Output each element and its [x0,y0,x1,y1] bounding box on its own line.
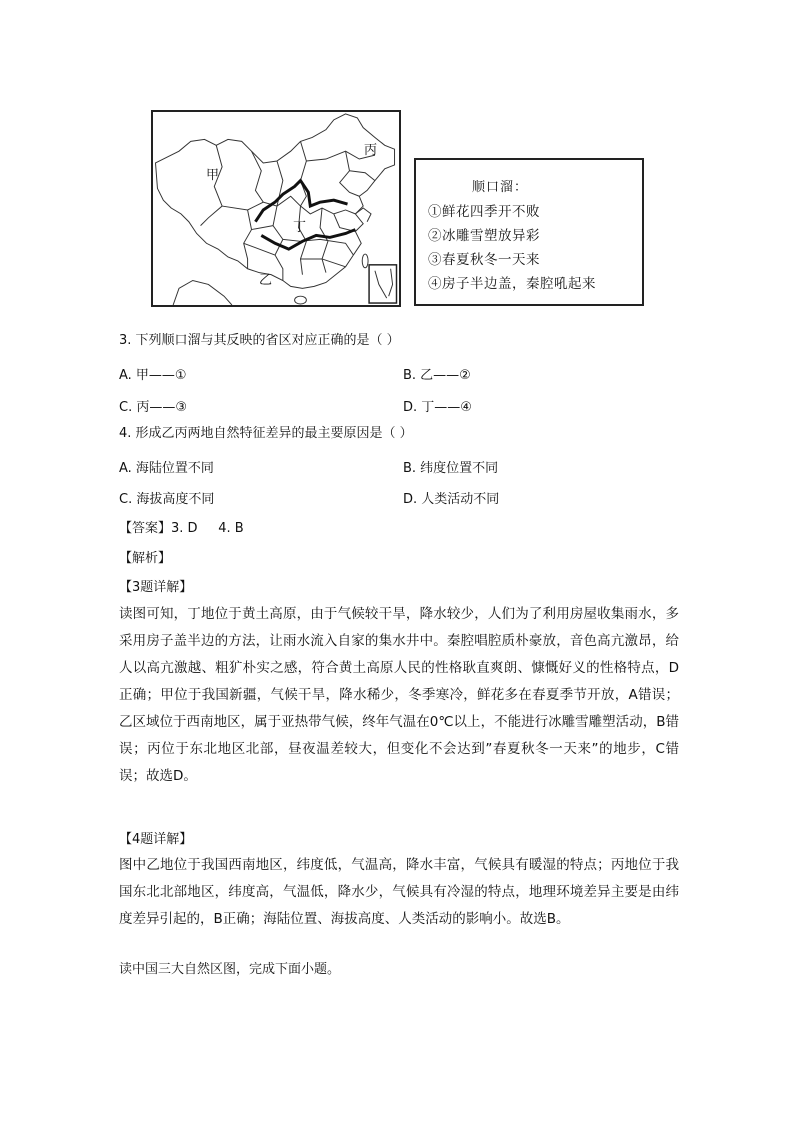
question-3-option-b: B. 乙——② [403,368,471,383]
taiwan-island [362,254,368,268]
detail-4-heading: 【4题详解】 [119,832,193,847]
rhyme-line-2: ②冰雕雪塑放异彩 [428,228,540,244]
rhyme-line-4: ④房子半边盖，秦腔吼起来 [428,276,596,292]
question-4-option-c: C. 海拔高度不同 [119,492,215,507]
rhyme-line-1: ①鲜花四季开不败 [428,204,540,220]
rhyme-box [414,158,644,306]
map-label-bing: 丙 [364,143,378,158]
hainan-island [295,296,307,304]
detail-4-paragraph [119,852,679,933]
question-4-option-b: B. 纬度位置不同 [403,461,499,476]
detail-4-text: 图中乙地位于我国西南地区，纬度低，气温高，降水丰富，气候具有暖湿的特点；丙地位于我国东北北部地区，纬度高，气温低，降水少，气候具有冷湿的特点，地理环境差异主要是由纬度差异引起的，B正确；海陆位置、海拔高度、人类活动的影响小。故选B。 [119,857,679,927]
map-label-yi: 乙 [259,273,273,288]
analysis-heading: 【解析】 [119,551,172,566]
china-map-figure [151,110,401,307]
question-3-option-a: A. 甲——① [119,368,187,383]
rhyme-title: 顺口溜： [472,180,529,195]
map-label-ding: 丁 [293,220,307,235]
china-province-outline-map [153,112,399,305]
detail-3-text: 读图可知，丁地位于黄土高原，由于气候较干旱，降水较少，人们为了利用房屋收集雨水，多采用房子盖半边的方法，让雨水流入自家的集水井中。秦腔唱腔质朴豪放，音色高亢激昂，给人以高亢激越、粗犷朴实之感，符合黄土高原人民的性格耿直爽朗、慷慨好义的性格特点，D正确；甲位于我国新疆，气候干旱，降水稀少，冬季寒冷，鲜花多在春夏季节开放，A错误；乙区域位于西南地区，属于亚热带气候，终年气温在0℃以上，不能进行冰雕雪雕塑活动，B错误；丙位于东北地区北部，昼夜温差较大，但变化不会达到”春夏秋冬一天来”的地步，C错误；故选D。 [119,606,679,784]
answer-line: 【答案】3. D 4. B [119,521,244,536]
rhyme-line-3: ③春夏秋冬一天来 [428,252,540,268]
question-4-stem: 4. 形成乙丙两地自然特征差异的最主要原因是（ ） [119,426,413,441]
next-section-prompt: 读中国三大自然区图，完成下面小题。 [119,962,341,977]
question-3-stem: 3. 下列顺口溜与其反映的省区对应正确的是（ ） [119,333,400,348]
question-3-option-c: C. 丙——③ [119,400,187,415]
yangtze-river [261,230,355,250]
question-4-option-a: A. 海陆位置不同 [119,461,214,476]
question-4-option-d: D. 人类活动不同 [403,492,500,507]
detail-3-heading: 【3题详解】 [119,580,193,595]
detail-3-paragraph [119,601,679,790]
question-3-option-d: D. 丁——④ [403,400,472,415]
map-label-jia: 甲 [206,168,220,183]
